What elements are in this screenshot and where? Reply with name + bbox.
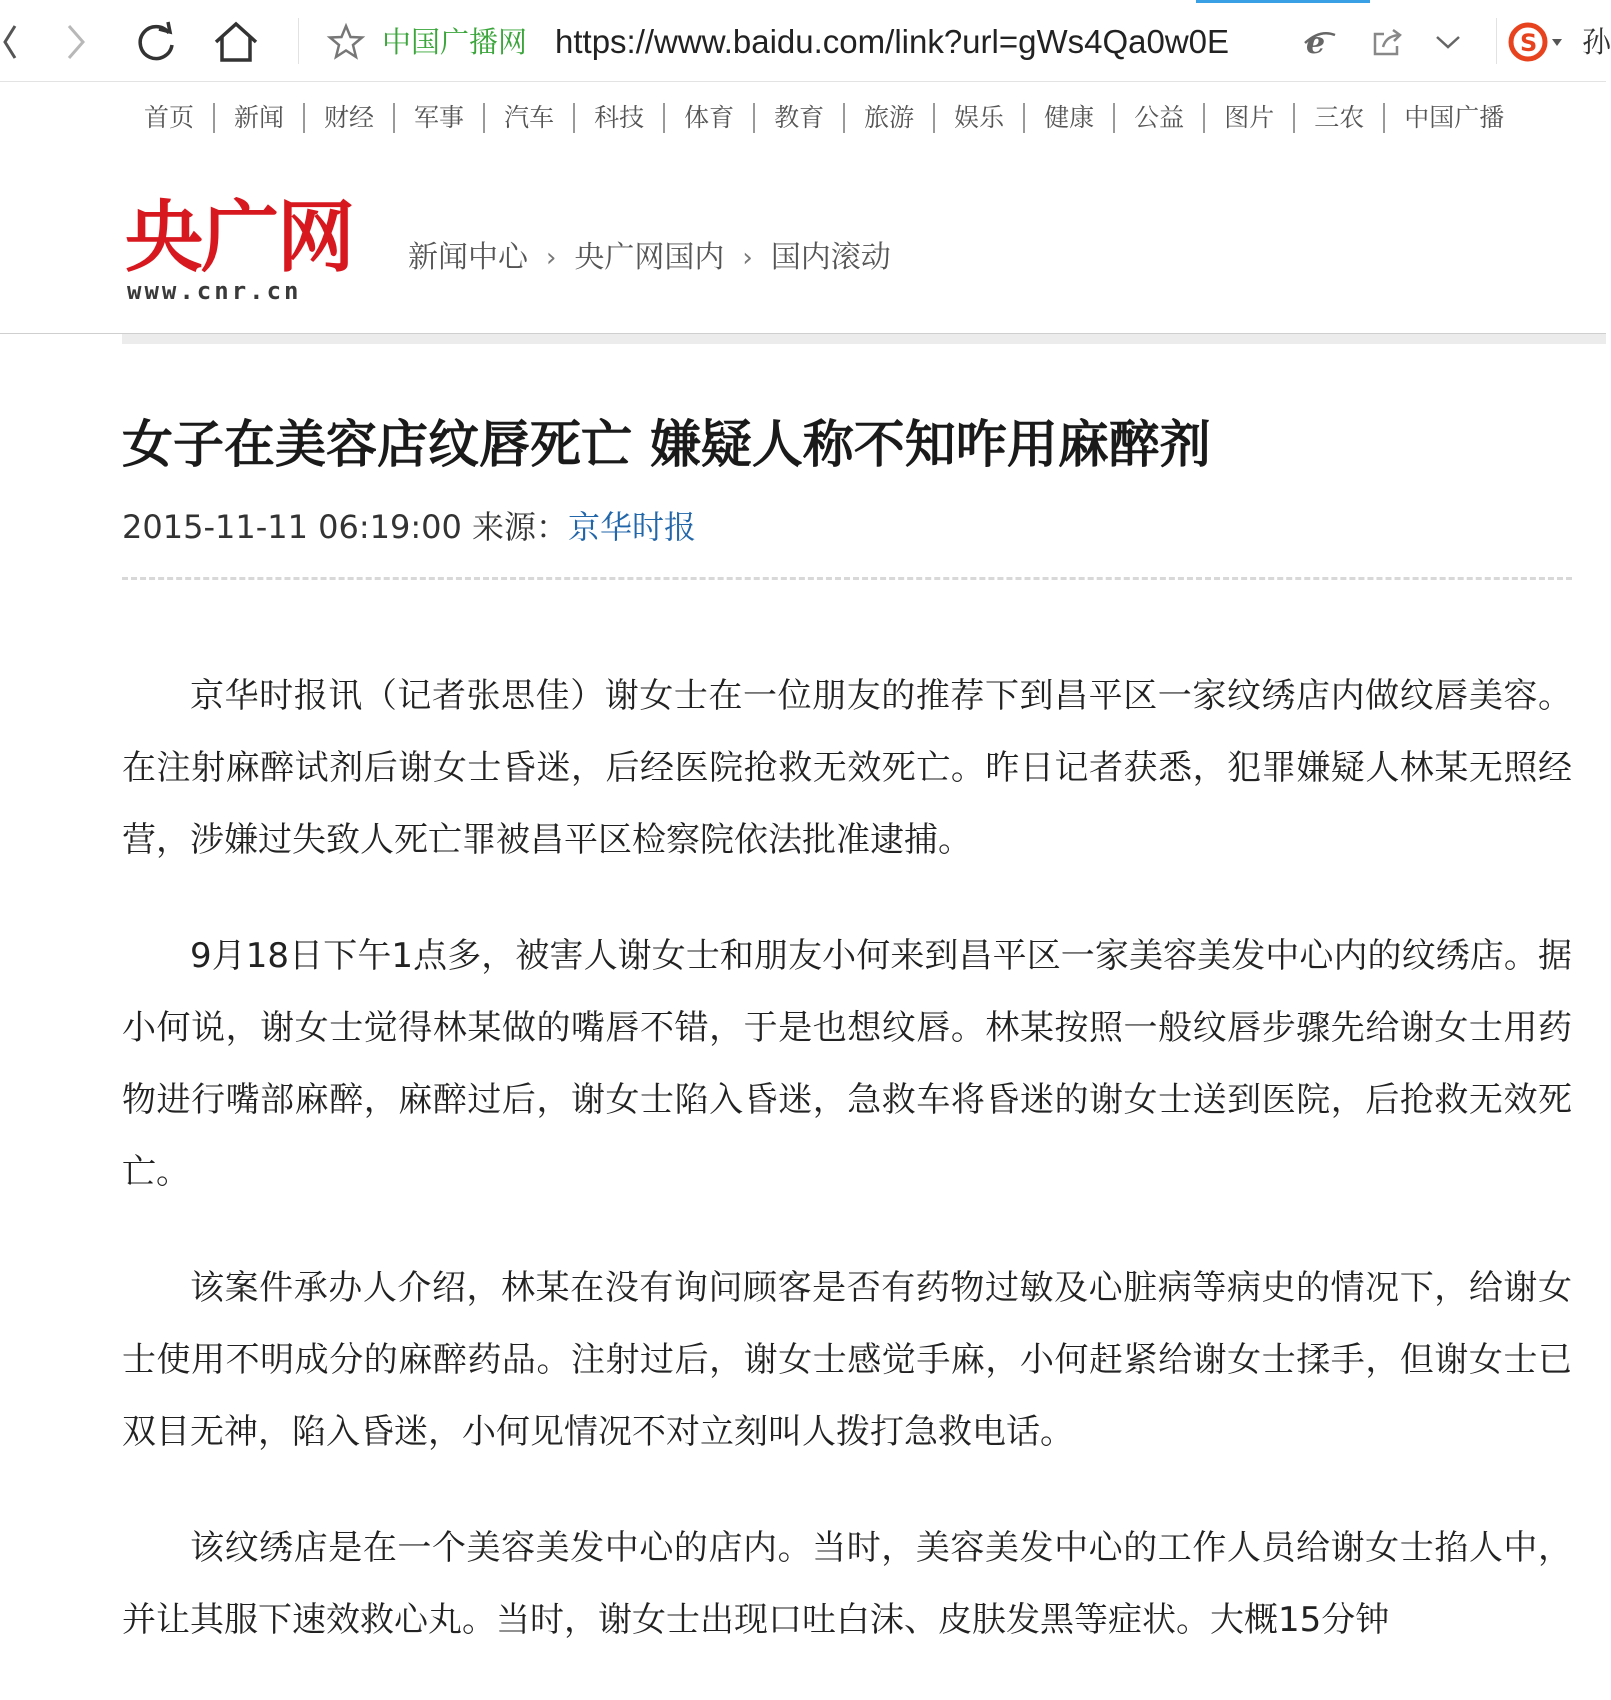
ie-compat-icon[interactable] — [1300, 14, 1340, 70]
home-icon[interactable] — [210, 14, 262, 70]
bookmark-star-icon[interactable] — [326, 14, 366, 70]
nav-item-home[interactable]: 首页 — [144, 103, 195, 132]
breadcrumb-item-domestic-rolling[interactable]: 国内滚动 — [770, 240, 891, 275]
nav-item-news[interactable]: 新闻 — [234, 103, 285, 132]
nav-item-charity[interactable]: 公益 — [1134, 103, 1185, 132]
toolbar-divider — [1496, 18, 1497, 64]
site-logo-domain: www.cnr.cn — [127, 277, 302, 305]
breadcrumb-item-domestic[interactable]: 央广网国内 — [574, 240, 725, 275]
article-body — [122, 660, 1572, 1700]
nav-item-tech[interactable]: 科技 — [594, 103, 645, 132]
extension-label[interactable]: 孙 — [1582, 25, 1611, 59]
article-paragraph: 9月18日下午1点多，被害人谢女士和朋友小何来到昌平区一家美容美发中心内的纹绣店。据小何说，谢女士觉得林某做的嘴唇不错，于是也想纹唇。林某按照一般纹唇步骤先给谢女士用药物进行嘴部麻醉，麻醉过后，谢女士陷入昏迷，急救车将昏迷的谢女士送到医院，后抢救无效死亡。 — [122, 936, 1572, 1192]
reload-icon[interactable] — [132, 14, 180, 70]
address-url[interactable]: https://www.baidu.com/link?url=gWs4Qa0w0E — [555, 23, 1230, 60]
svg-text:e: e — [1306, 26, 1326, 61]
nav-item-pictures[interactable]: 图片 — [1224, 103, 1275, 132]
page-loading-bar — [1196, 0, 1370, 3]
site-nav — [136, 96, 1523, 140]
article-paragraph: 京华时报讯（记者张思佳）谢女士在一位朋友的推荐下到昌平区一家纹绣店内做纹唇美容。在注射麻醉试剂后谢女士昏迷，后经医院抢救无效死亡。昨日记者获悉，犯罪嫌疑人林某无照经营，涉嫌过失致人死亡罪被昌平区检察院依法批准逮捕。 — [122, 676, 1572, 860]
share-icon[interactable] — [1368, 14, 1408, 70]
nav-item-auto[interactable]: 汽车 — [504, 103, 555, 132]
chevron-down-icon[interactable] — [1428, 14, 1468, 70]
breadcrumb-separator-icon: › — [742, 243, 753, 273]
article-title: 女子在美容店纹唇死亡 嫌疑人称不知咋用麻醉剂 — [122, 416, 1211, 475]
breadcrumb-item-news-center[interactable]: 新闻中心 — [408, 240, 528, 275]
nav-item-travel[interactable]: 旅游 — [864, 103, 915, 132]
article-source-label: 来源： — [472, 508, 569, 546]
nav-item-agriculture[interactable]: 三农 — [1314, 103, 1365, 132]
breadcrumb — [408, 238, 891, 278]
nav-item-education[interactable]: 教育 — [774, 103, 825, 132]
site-logo[interactable] — [125, 193, 365, 306]
nav-item-cnr[interactable]: 中国广播 — [1404, 103, 1505, 132]
site-logo-text: 央广网 — [125, 193, 354, 283]
toolbar-divider — [298, 18, 299, 64]
article-meta — [122, 505, 696, 549]
nav-item-finance[interactable]: 财经 — [324, 103, 375, 132]
nav-item-entertainment[interactable]: 娱乐 — [954, 103, 1005, 132]
browser-toolbar — [0, 0, 1611, 82]
svg-text:S: S — [1520, 29, 1538, 57]
back-icon[interactable] — [0, 14, 20, 70]
article-paragraph: 该纹绣店是在一个美容美发中心的店内。当时，美容美发中心的工作人员给谢女士掐人中，并让其服下速效救心丸。当时，谢女士出现口吐白沫、皮肤发黑等症状。大概15分钟 — [122, 1528, 1572, 1640]
breadcrumb-separator-icon: › — [546, 243, 557, 273]
article-datetime: 2015-11-11 06:19:00 — [122, 508, 462, 546]
address-site-name[interactable]: 中国广播网 — [382, 25, 528, 59]
nav-item-military[interactable]: 军事 — [414, 103, 465, 132]
nav-item-sports[interactable]: 体育 — [684, 103, 735, 132]
forward-icon[interactable] — [56, 14, 96, 70]
header-band — [122, 334, 1606, 344]
nav-item-health[interactable]: 健康 — [1044, 103, 1095, 132]
article-source-link[interactable]: 京华时报 — [568, 508, 697, 546]
meta-divider — [122, 577, 1572, 580]
article-paragraph: 该案件承办人介绍，林某在没有询问顾客是否有药物过敏及心脏病等病史的情况下，给谢女士使用不明成分的麻醉药品。注射过后，谢女士感觉手麻，小何赶紧给谢女士揉手，但谢女士已双目无神，陷入昏迷，小何见情况不对立刻叫人拨打急救电话。 — [122, 1268, 1572, 1452]
sogou-logo-icon[interactable] — [1508, 14, 1568, 70]
